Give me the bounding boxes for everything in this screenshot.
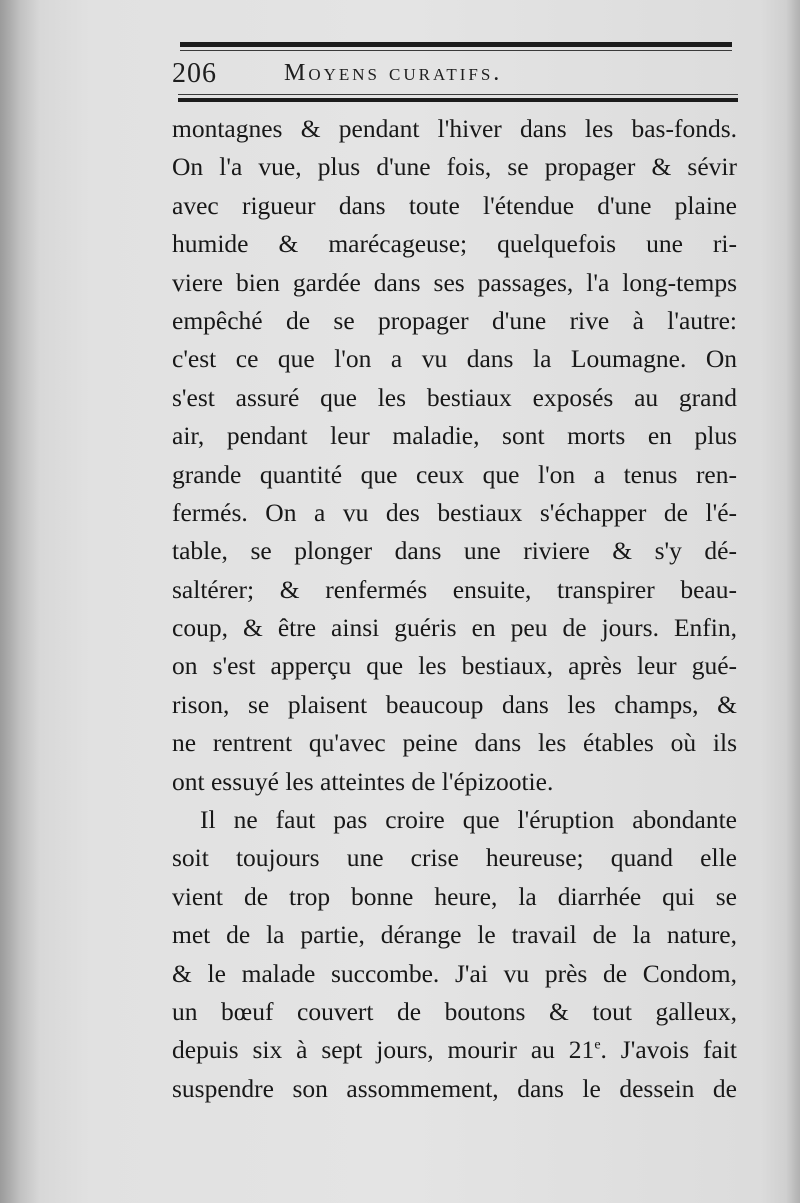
text-line: viere bien gardée dans ses passages, l'a long-temps — [172, 267, 737, 297]
text-line: c'est ce que l'on a vu dans la Loumagne. On — [172, 344, 737, 374]
gutter-shadow — [0, 0, 40, 1203]
header-rule-bottom — [178, 98, 738, 102]
text-line: soit toujours une crise heureuse; quand elle — [172, 843, 737, 873]
text-line: un bœuf couvert de boutons & tout galleux, — [172, 996, 737, 1026]
text-line: s'est assuré que les bestiaux exposés au grand — [172, 382, 737, 412]
text-line-start: depuis six à sept jours, mourir au 21 — [172, 1035, 595, 1065]
running-head-title: Moyens curatifs. — [284, 60, 503, 86]
page-edge-shadow — [786, 0, 800, 1203]
text-line: grande quantité que ceux que l'on a tenus ren- — [172, 459, 737, 489]
text-line: empêché de se propager d'une rive à l'autre: — [172, 305, 737, 335]
header-rule-bottom-thin — [178, 94, 738, 95]
text-line: on s'est apperçu que les bestiaux, après leur gué- — [172, 651, 737, 681]
text-line: fermés. On a vu des bestiaux s'échapper de l'é- — [172, 497, 737, 527]
text-line: humide & marécageuse; quelquefois une ri- — [172, 229, 737, 259]
text-line: table, se plonger dans une riviere & s'y dé- — [172, 536, 737, 566]
text-line: montagnes & pendant l'hiver dans les bas-fonds. — [172, 114, 737, 143]
text-line: avec rigueur dans toute l'étendue d'une plaine — [172, 190, 737, 220]
header-rule-top — [180, 42, 732, 47]
text-line-end: . J'avois fait — [600, 1035, 738, 1065]
text-line: ont essuyé les atteintes de l'épizootie. — [172, 766, 554, 796]
header-rule-top-thin — [180, 50, 732, 51]
text-line: air, pendant leur maladie, sont morts en plus — [172, 421, 737, 451]
text-line-with-ordinal — [172, 1031, 737, 1069]
text-line: met de la partie, dérange le travail de la nature, — [172, 920, 737, 950]
running-header — [172, 58, 742, 94]
text-line: & le malade succombe. J'ai vu près de Condom, — [172, 958, 737, 988]
text-line: coup, & être ainsi guéris en peu de jours. Enfin, — [172, 613, 737, 643]
body-text — [172, 110, 747, 1108]
ordinal-superscript: e — [594, 1037, 601, 1053]
text-line: saltérer; & renfermés ensuite, transpirer beau- — [172, 574, 737, 604]
text-line: suspendre son assommement, dans le dessein de — [172, 1073, 737, 1103]
text-line: Il ne faut pas croire que l'éruption abondante — [200, 805, 737, 835]
text-line: On l'a vue, plus d'une fois, se propager & sévir — [172, 152, 737, 182]
page-number: 206 — [172, 58, 217, 89]
text-line: ne rentrent qu'avec peine dans les étables où ils — [172, 728, 737, 758]
text-line: rison, se plaisent beaucoup dans les champs, & — [172, 689, 737, 719]
text-line: vient de trop bonne heure, la diarrhée qui se — [172, 881, 737, 911]
